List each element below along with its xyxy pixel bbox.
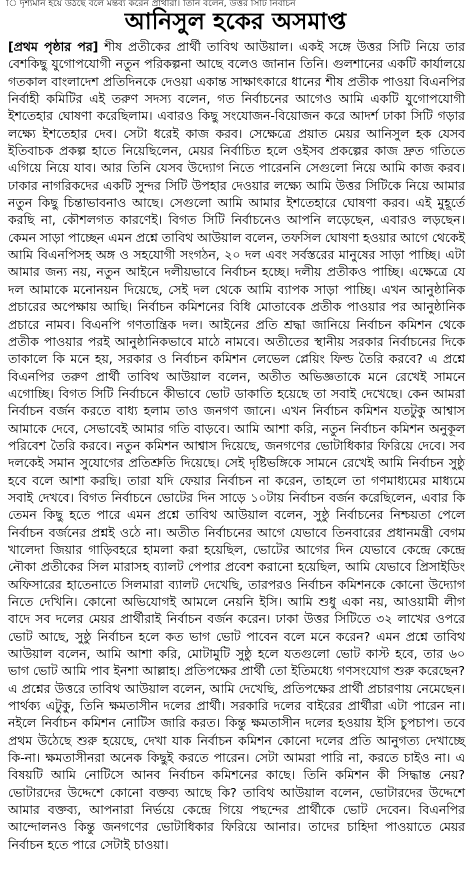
article-text: শীষ প্রতীকের প্রার্থী তাবিথ আউয়াল। একই সঙ্গে উত্তর সিটি নিয়ে তার বেশকিছু যুগোপযোগী নতুন পরিকল্পনা আছে বলেও জানান তিনি। গুলশানের একটি কার্যালয়ে গতকাল বাংলাদেশ প্রতিদিনকে দেওয়া একান্ত সাক্ষাৎকারে ধানের শীষ প্রতীক পাওয়া বিএনপির নির্বাহী কমিটির এই তরুণ সদস্য বলেন, গত নির্বাচনের আগেও আমি একটি যুগোপযোগী ইশতেহার ঘোষণা করেছিলাম। এবারও কিছু সংযোজন-বিয়োজন করে আদর্শ ঢাকা সিটি গড়ার লক্ষ্যে ইশতেহার দেব। সেটা ধরেই কাজ করব। সেক্ষেত্রে প্রয়াত মেয়র আনিসুল হক যেসব ইতিবাচক প্রকল্প হাতে নিয়েছিলেন, মেয়র নির্বাচিত হলে ওইসব প্রকল্পের কাজ দ্রুত গতিতে এগিয়ে নিয়ে যাব। আর তিনি যেসব উদ্যোগ নিতে পারেননি সেগুলো নিয়ে আমি কাজ করব। ঢাকার নাগরিকদের একটি সুন্দর সিটি উপহার দেওয়ার লক্ষ্যে আমি উত্তর সিটিকে নিয়ে আমার নতুন কিছু চিন্তাভাবনাও আছে। সেগুলো আমি আমার ইশতেহারে ঘোষণা করব। এই মুহূর্তে করছি না, কৌশলগত কারণেই। বিগত সিটি নির্বাচনেও আপনি লড়েছেন, এবারও লড়ছেন। কেমন সাড়া পাচ্ছেন এমন প্রশ্নে তাবিথ আউয়াল বলেন, তফসিল ঘোষণা হওয়ার আগে থেকেই আমি বিএনপিসহ অঙ্গ ও সহযোগী সংগঠন, ২০ দল এবং সর্বস্তরের মানুষের সাড়া পাচ্ছি। এটা আমার জন্য নয়, নতুন আইনে দলীয়ভাবে নির্বাচন হচ্ছে। দলীয় প্রতীকও পাচ্ছি। এক্ষেত্রে যে দল আমাকে মনোনয়ন দিয়েছে, সেই দল থেকে আমি ব্যাপক সাড়া পাচ্ছি। এখন আনুষ্ঠানিক প্রচারের অপেক্ষায় আছি। নির্বাচন কমিশনের বিধি মোতাবেক প্রতীক পাওয়ার পর আনুষ্ঠানিক প্রচারে নামব। বিএনপি গণতান্ত্রিক দল। আইনের প্রতি শ্রদ্ধা জানিয়ে নির্বাচন কমিশন থেকে প্রতীক পাওয়ার পরই আনুষ্ঠানিকভাবে মাঠে নামবে। অতীতের স্থানীয় সরকার নির্বাচনের দিকে তাকালে কি মনে হয়, সরকার ও নির্বাচন কমিশন লেভেল প্লেয়িং ফিল্ড তৈরি করবে? এ প্রশ্নে বিএনপির তরুণ প্রার্থী তাবিথ আউয়াল বলেন, অতীত অভিজ্ঞতাকে মনে রেখেই সামনে এগোচ্ছি। বিগত সিটি নির্বাচনে কীভাবে ভোট ডাকাতি হয়েছে তা সবাই দেখেছে। কেন আমরা নির্বাচন বর্জন করতে বাধ্য হলাম তাও জনগণ জানে। এখন নির্বাচন কমিশন যতটুকু আশ্বাস আমাকে দেবে, সেভাবেই আমার গতি বাড়বে। আমি আশা করি, নতুন নির্বাচন কমিশন অনুকূল পরিবেশ তৈরি করবে। নতুন কমিশন আশ্বাস দিয়েছে, জনগণের ভোটাধিকার ফিরিয়ে দেবে। সব দলকেই সমান সুযোগের প্রতিশ্রুতি দিয়েছে। সেই দৃষ্টিভঙ্গিকে সামনে রেখেই আমি নির্বাচন সুষ্ঠু হবে বলে আশা করছি। তারা যদি ফেয়ার নির্বাচন না করেন, তাহলে তা গণমাধ্যমের মাধ্যমে সবাই দেখবে। বিগত নির্বাচনে ভোটের দিন সাড়ে ১০টায় নির্বাচন বর্জন করেছিলেন, এবার কি তেমন কিছু হতে পারে এমন প্রশ্নে তাবিথ আউয়াল বলেন, সুষ্ঠু নির্বাচনের নিশ্চয়তা পেলে নির্বাচন বর্জনের প্রশ্নই ওঠে না। অতীত নির্বাচনের আগে যেভাবে তিনবারের প্রধানমন্ত্রী বেগম খালেদা জিয়ার গাড়িবহরে হামলা করা হয়েছিল, ভোটের আগের দিন যেভাবে কেন্দ্রে কেন্দ্রে নৌকা প্রতীকের সিল মারাসহ ব্যালট পেপার প্রবেশ করানো হয়েছিল, আমি যেভাবে প্রিসাইডিং অফিসারের হাতেনাতে সিলমারা ব্যালট দেখেছি, তারপরও নির্বাচন কমিশনকে কোনো উদ্যোগ নিতে দেখিনি। কোনো অভিযোগই আমলে নেয়নি ইসি। আমি শুধু একা নয়, আওয়ামী লীগ বাদে সব দলের মেয়র প্রার্থীরাই নির্বাচন বর্জন করেন। ঢাকা উত্তর সিটিতে ৩২ লাখের ওপরে ভোট আছে, সুষ্ঠু নির্বাচন হলে কত ভাগ ভোট পাবেন বলে মনে করেন? এমন প্রশ্নে তাবিথ আউয়াল বলেন, আমি আশা করি, মোটামুটি সুষ্ঠু হলে যতগুলো ভোট কাস্ট হবে, তার ৬০ ভাগ ভোট আমি পাব ইনশা আল্লাহ। প্রতিপক্ষের প্রার্থী তো ইতিমধ্যে গণসংযোগ শুরু করেছেন? এ প্রশ্নের উত্তরে তাবিথ আউয়াল বলেন, আমি দেখেছি, প্রতিপক্ষের প্রার্থী প্রচারণায় নেমেছেন। পার্থক্য এটুকু, তিনি ক্ষমতাসীন দলের প্রার্থী। সরকারি দলের বাইরের প্রার্থীরা এটা পারেন না। নইলে নির্বাচন কমিশন নোটিস জারি করত। কিন্তু ক্ষমতাসীন দলের হওয়ায় ইসি চুপচাপ। তবে প্রথম উঠেছে শুরু হয়েছে, দেখা যাক নির্বাচন কমিশন কোনো দলের প্রতি আনুগত্য দেখাচ্ছে কি-না। ক্ষমতাসীনরা অনেক কিছুই করতে পারেন। সেটা আমরা পারি না, করতে চাইও না। এ বিষয়টি আমি নোটিসে আনব নির্বাচন কমিশনের কাছে। তিনি কমিশন কী সিদ্ধান্ত নেয়? ভোটারদের উদ্দেশে কোনো বক্তব্য আছে কি? তাবিথ আউয়াল বলেন, ভোটারদের উদ্দেশে আমার বক্তব্য, আপনারা নির্ভয়ে কেন্দ্রে গিয়ে পছন্দের প্রার্থীকে ভোট দেবেন। বিএনপির আন্দোলনও কিন্তু জনগণের ভোটাধিকার ফিরিয়ে আনার। তাদের চাহিদা পাওয়াতে মেয়র নির্বাচন হতে পারে সেটাই চাওয়া। — [8, 39, 465, 852]
continued-from-label: [প্রথম পৃষ্ঠার পর] — [8, 39, 99, 54]
previous-article-fragment: ি দৃশ্যমান হয়ে উঠছে বলে মন্তব্য করেন প্রার্থীরা। তিনি বলেন, উত্তর সিটি নির্বাচন — [6, 0, 296, 8]
article-headline: আনিসুল হকের অসমাপ্ত — [124, 9, 347, 35]
article-body — [0, 38, 471, 853]
